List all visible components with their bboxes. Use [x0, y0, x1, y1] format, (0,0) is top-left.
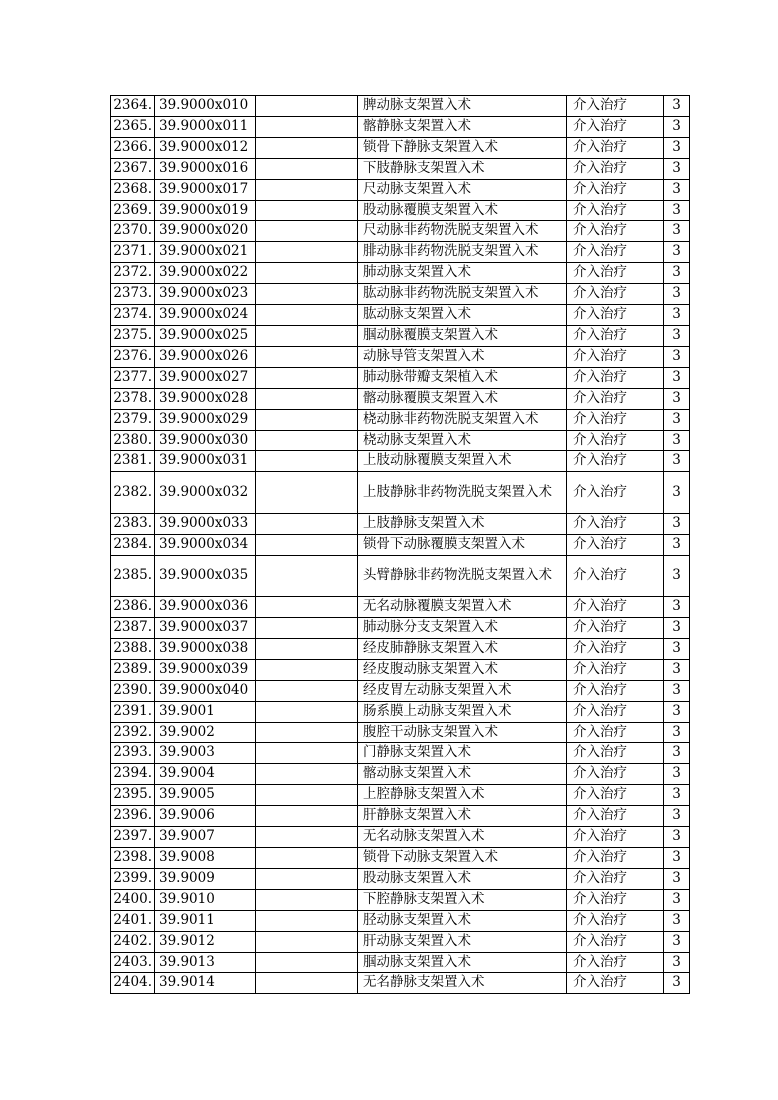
table-row [111, 680, 690, 701]
blank-cell [256, 848, 358, 869]
category: 介入治疗 [567, 346, 664, 367]
procedure-code: 39.9000x039 [155, 659, 256, 680]
blank-cell [256, 973, 358, 994]
level: 3 [664, 534, 690, 555]
blank-cell [256, 952, 358, 973]
row-number: 2372. [111, 263, 155, 284]
procedure-code: 39.9000x012 [155, 137, 256, 158]
category: 介入治疗 [567, 931, 664, 952]
category: 介入治疗 [567, 409, 664, 430]
table-row [111, 96, 690, 117]
blank-cell [256, 472, 358, 514]
table-row [111, 263, 690, 284]
blank-cell [256, 785, 358, 806]
procedure-code: 39.9006 [155, 806, 256, 827]
row-number: 2402. [111, 931, 155, 952]
procedure-code: 39.9001 [155, 701, 256, 722]
procedure-name: 动脉导管支架置入术 [358, 346, 567, 367]
procedure-name: 腘动脉支架置入术 [358, 952, 567, 973]
procedure-name: 经皮腹动脉支架置入术 [358, 659, 567, 680]
procedure-name: 桡动脉支架置入术 [358, 430, 567, 451]
row-number: 2394. [111, 764, 155, 785]
blank-cell [256, 346, 358, 367]
procedure-name: 无名动脉支架置入术 [358, 827, 567, 848]
procedure-name: 锁骨下动脉支架置入术 [358, 848, 567, 869]
level: 3 [664, 367, 690, 388]
procedure-code: 39.9012 [155, 931, 256, 952]
row-number: 2395. [111, 785, 155, 806]
level: 3 [664, 827, 690, 848]
blank-cell [256, 284, 358, 305]
procedure-table-body [111, 96, 690, 994]
category: 介入治疗 [567, 284, 664, 305]
blank-cell [256, 806, 358, 827]
procedure-code: 39.9003 [155, 743, 256, 764]
procedure-code: 39.9000x035 [155, 555, 256, 597]
blank-cell [256, 827, 358, 848]
procedure-name: 肱动脉支架置入术 [358, 305, 567, 326]
row-number: 2388. [111, 638, 155, 659]
row-number: 2375. [111, 325, 155, 346]
table-row [111, 346, 690, 367]
table-row [111, 638, 690, 659]
procedure-name: 髂动脉支架置入术 [358, 764, 567, 785]
table-row [111, 659, 690, 680]
table-row [111, 534, 690, 555]
row-number: 2390. [111, 680, 155, 701]
category: 介入治疗 [567, 659, 664, 680]
table-row [111, 513, 690, 534]
table-row [111, 179, 690, 200]
level: 3 [664, 179, 690, 200]
row-number: 2379. [111, 409, 155, 430]
blank-cell [256, 242, 358, 263]
procedure-code: 39.9000x032 [155, 472, 256, 514]
level: 3 [664, 346, 690, 367]
blank-cell [256, 889, 358, 910]
procedure-code: 39.9000x024 [155, 305, 256, 326]
procedure-name: 肝静脉支架置入术 [358, 806, 567, 827]
table-row [111, 618, 690, 639]
blank-cell [256, 179, 358, 200]
level: 3 [664, 96, 690, 117]
procedure-name: 下肢静脉支架置入术 [358, 158, 567, 179]
procedure-name: 股动脉覆膜支架置入术 [358, 200, 567, 221]
table-row [111, 743, 690, 764]
procedure-code: 39.9000x019 [155, 200, 256, 221]
level: 3 [664, 764, 690, 785]
procedure-code: 39.9009 [155, 868, 256, 889]
blank-cell [256, 618, 358, 639]
procedure-code: 39.9000x031 [155, 451, 256, 472]
procedure-name: 桡动脉非药物洗脱支架置入术 [358, 409, 567, 430]
procedure-code: 39.9000x036 [155, 597, 256, 618]
level: 3 [664, 242, 690, 263]
level: 3 [664, 743, 690, 764]
level: 3 [664, 305, 690, 326]
row-number: 2382. [111, 472, 155, 514]
table-row [111, 973, 690, 994]
procedure-name: 脾动脉支架置入术 [358, 96, 567, 117]
category: 介入治疗 [567, 701, 664, 722]
procedure-code: 39.9005 [155, 785, 256, 806]
blank-cell [256, 764, 358, 785]
category: 介入治疗 [567, 973, 664, 994]
level: 3 [664, 221, 690, 242]
category: 介入治疗 [567, 848, 664, 869]
procedure-code: 39.9000x038 [155, 638, 256, 659]
level: 3 [664, 513, 690, 534]
category: 介入治疗 [567, 868, 664, 889]
category: 介入治疗 [567, 722, 664, 743]
table-row [111, 451, 690, 472]
blank-cell [256, 868, 358, 889]
level: 3 [664, 263, 690, 284]
blank-cell [256, 931, 358, 952]
level: 3 [664, 409, 690, 430]
procedure-name: 锁骨下动脉覆膜支架置入术 [358, 534, 567, 555]
row-number: 2364. [111, 96, 155, 117]
procedure-code: 39.9000x033 [155, 513, 256, 534]
procedure-table [110, 95, 690, 994]
procedure-code: 39.9000x017 [155, 179, 256, 200]
table-row [111, 367, 690, 388]
table-row [111, 764, 690, 785]
blank-cell [256, 96, 358, 117]
category: 介入治疗 [567, 555, 664, 597]
row-number: 2380. [111, 430, 155, 451]
level: 3 [664, 472, 690, 514]
procedure-code: 39.9004 [155, 764, 256, 785]
row-number: 2383. [111, 513, 155, 534]
row-number: 2391. [111, 701, 155, 722]
blank-cell [256, 722, 358, 743]
procedure-code: 39.9007 [155, 827, 256, 848]
row-number: 2377. [111, 367, 155, 388]
category: 介入治疗 [567, 743, 664, 764]
row-number: 2396. [111, 806, 155, 827]
row-number: 2389. [111, 659, 155, 680]
row-number: 2397. [111, 827, 155, 848]
procedure-name: 上肢静脉支架置入术 [358, 513, 567, 534]
blank-cell [256, 680, 358, 701]
procedure-name: 腘动脉覆膜支架置入术 [358, 325, 567, 346]
level: 3 [664, 430, 690, 451]
row-number: 2369. [111, 200, 155, 221]
blank-cell [256, 221, 358, 242]
blank-cell [256, 451, 358, 472]
procedure-name: 肠系膜上动脉支架置入术 [358, 701, 567, 722]
category: 介入治疗 [567, 325, 664, 346]
blank-cell [256, 555, 358, 597]
level: 3 [664, 910, 690, 931]
row-number: 2381. [111, 451, 155, 472]
level: 3 [664, 722, 690, 743]
blank-cell [256, 534, 358, 555]
table-row [111, 242, 690, 263]
table-row [111, 221, 690, 242]
procedure-code: 39.9000x030 [155, 430, 256, 451]
row-number: 2373. [111, 284, 155, 305]
row-number: 2371. [111, 242, 155, 263]
level: 3 [664, 973, 690, 994]
category: 介入治疗 [567, 451, 664, 472]
procedure-code: 39.9000x021 [155, 242, 256, 263]
category: 介入治疗 [567, 263, 664, 284]
procedure-name: 肺动脉带瓣支架植入术 [358, 367, 567, 388]
level: 3 [664, 451, 690, 472]
procedure-code: 39.9000x022 [155, 263, 256, 284]
blank-cell [256, 263, 358, 284]
category: 介入治疗 [567, 910, 664, 931]
table-row [111, 597, 690, 618]
level: 3 [664, 806, 690, 827]
table-row [111, 284, 690, 305]
row-number: 2368. [111, 179, 155, 200]
blank-cell [256, 409, 358, 430]
table-row [111, 388, 690, 409]
blank-cell [256, 325, 358, 346]
category: 介入治疗 [567, 680, 664, 701]
level: 3 [664, 848, 690, 869]
table-row [111, 931, 690, 952]
procedure-name: 上肢动脉覆膜支架置入术 [358, 451, 567, 472]
table-row [111, 868, 690, 889]
table-row [111, 555, 690, 597]
procedure-code: 39.9010 [155, 889, 256, 910]
table-row [111, 409, 690, 430]
category: 介入治疗 [567, 618, 664, 639]
level: 3 [664, 200, 690, 221]
table-row [111, 305, 690, 326]
procedure-name: 上腔静脉支架置入术 [358, 785, 567, 806]
row-number: 2404. [111, 973, 155, 994]
category: 介入治疗 [567, 388, 664, 409]
row-number: 2384. [111, 534, 155, 555]
procedure-code: 39.9002 [155, 722, 256, 743]
category: 介入治疗 [567, 513, 664, 534]
level: 3 [664, 701, 690, 722]
procedure-name: 无名动脉覆膜支架置入术 [358, 597, 567, 618]
table-row [111, 722, 690, 743]
row-number: 2393. [111, 743, 155, 764]
procedure-code: 39.9011 [155, 910, 256, 931]
procedure-name: 股动脉支架置入术 [358, 868, 567, 889]
category: 介入治疗 [567, 889, 664, 910]
level: 3 [664, 618, 690, 639]
row-number: 2366. [111, 137, 155, 158]
level: 3 [664, 137, 690, 158]
blank-cell [256, 430, 358, 451]
category: 介入治疗 [567, 597, 664, 618]
row-number: 2386. [111, 597, 155, 618]
procedure-code: 39.9000x010 [155, 96, 256, 117]
level: 3 [664, 680, 690, 701]
category: 介入治疗 [567, 952, 664, 973]
procedure-name: 腓动脉非药物洗脱支架置入术 [358, 242, 567, 263]
category: 介入治疗 [567, 179, 664, 200]
category: 介入治疗 [567, 158, 664, 179]
category: 介入治疗 [567, 305, 664, 326]
procedure-name: 胫动脉支架置入术 [358, 910, 567, 931]
procedure-name: 髂静脉支架置入术 [358, 116, 567, 137]
procedure-name: 腹腔干动脉支架置入术 [358, 722, 567, 743]
row-number: 2387. [111, 618, 155, 639]
procedure-name: 肺动脉分支支架置入术 [358, 618, 567, 639]
procedure-code: 39.9013 [155, 952, 256, 973]
table-row [111, 158, 690, 179]
procedure-code: 39.9000x034 [155, 534, 256, 555]
level: 3 [664, 868, 690, 889]
level: 3 [664, 659, 690, 680]
category: 介入治疗 [567, 96, 664, 117]
row-number: 2374. [111, 305, 155, 326]
procedure-code: 39.9000x023 [155, 284, 256, 305]
procedure-code: 39.9000x025 [155, 325, 256, 346]
level: 3 [664, 931, 690, 952]
category: 介入治疗 [567, 827, 664, 848]
category: 介入治疗 [567, 242, 664, 263]
procedure-code: 39.9000x029 [155, 409, 256, 430]
category: 介入治疗 [567, 116, 664, 137]
table-row [111, 889, 690, 910]
category: 介入治疗 [567, 785, 664, 806]
blank-cell [256, 513, 358, 534]
blank-cell [256, 388, 358, 409]
table-row [111, 137, 690, 158]
row-number: 2370. [111, 221, 155, 242]
category: 介入治疗 [567, 764, 664, 785]
row-number: 2401. [111, 910, 155, 931]
blank-cell [256, 701, 358, 722]
level: 3 [664, 638, 690, 659]
table-row [111, 116, 690, 137]
procedure-code: 39.9014 [155, 973, 256, 994]
category: 介入治疗 [567, 367, 664, 388]
row-number: 2403. [111, 952, 155, 973]
procedure-name: 锁骨下静脉支架置入术 [358, 137, 567, 158]
table-row [111, 325, 690, 346]
table-row [111, 430, 690, 451]
blank-cell [256, 638, 358, 659]
table-row [111, 200, 690, 221]
table-row [111, 827, 690, 848]
procedure-code: 39.9000x027 [155, 367, 256, 388]
category: 介入治疗 [567, 200, 664, 221]
level: 3 [664, 325, 690, 346]
level: 3 [664, 597, 690, 618]
procedure-name: 肝动脉支架置入术 [358, 931, 567, 952]
blank-cell [256, 659, 358, 680]
procedure-code: 39.9000x026 [155, 346, 256, 367]
level: 3 [664, 555, 690, 597]
table-row [111, 952, 690, 973]
procedure-name: 尺动脉非药物洗脱支架置入术 [358, 221, 567, 242]
blank-cell [256, 305, 358, 326]
procedure-name: 肱动脉非药物洗脱支架置入术 [358, 284, 567, 305]
category: 介入治疗 [567, 430, 664, 451]
category: 介入治疗 [567, 638, 664, 659]
table-row [111, 910, 690, 931]
blank-cell [256, 200, 358, 221]
procedure-name: 经皮胃左动脉支架置入术 [358, 680, 567, 701]
procedure-code: 39.9008 [155, 848, 256, 869]
table-row [111, 472, 690, 514]
procedure-name: 经皮肺静脉支架置入术 [358, 638, 567, 659]
procedure-code: 39.9000x028 [155, 388, 256, 409]
category: 介入治疗 [567, 472, 664, 514]
level: 3 [664, 952, 690, 973]
row-number: 2399. [111, 868, 155, 889]
procedure-code: 39.9000x037 [155, 618, 256, 639]
level: 3 [664, 158, 690, 179]
category: 介入治疗 [567, 221, 664, 242]
table-row [111, 701, 690, 722]
blank-cell [256, 116, 358, 137]
blank-cell [256, 910, 358, 931]
row-number: 2385. [111, 555, 155, 597]
blank-cell [256, 137, 358, 158]
procedure-name: 门静脉支架置入术 [358, 743, 567, 764]
category: 介入治疗 [567, 137, 664, 158]
procedure-code: 39.9000x020 [155, 221, 256, 242]
blank-cell [256, 158, 358, 179]
level: 3 [664, 889, 690, 910]
procedure-code: 39.9000x011 [155, 116, 256, 137]
row-number: 2376. [111, 346, 155, 367]
table-row [111, 848, 690, 869]
level: 3 [664, 785, 690, 806]
procedure-name: 尺动脉支架置入术 [358, 179, 567, 200]
procedure-name: 肺动脉支架置入术 [358, 263, 567, 284]
blank-cell [256, 367, 358, 388]
row-number: 2365. [111, 116, 155, 137]
category: 介入治疗 [567, 806, 664, 827]
procedure-name: 髂动脉覆膜支架置入术 [358, 388, 567, 409]
row-number: 2378. [111, 388, 155, 409]
table-row [111, 785, 690, 806]
procedure-name: 头臂静脉非药物洗脱支架置入术 [358, 555, 567, 597]
procedure-code: 39.9000x040 [155, 680, 256, 701]
level: 3 [664, 116, 690, 137]
level: 3 [664, 284, 690, 305]
procedure-name: 上肢静脉非药物洗脱支架置入术 [358, 472, 567, 514]
row-number: 2367. [111, 158, 155, 179]
procedure-name: 下腔静脉支架置入术 [358, 889, 567, 910]
table-row [111, 806, 690, 827]
procedure-name: 无名静脉支架置入术 [358, 973, 567, 994]
procedure-code: 39.9000x016 [155, 158, 256, 179]
row-number: 2392. [111, 722, 155, 743]
blank-cell [256, 597, 358, 618]
row-number: 2400. [111, 889, 155, 910]
category: 介入治疗 [567, 534, 664, 555]
blank-cell [256, 743, 358, 764]
level: 3 [664, 388, 690, 409]
row-number: 2398. [111, 848, 155, 869]
